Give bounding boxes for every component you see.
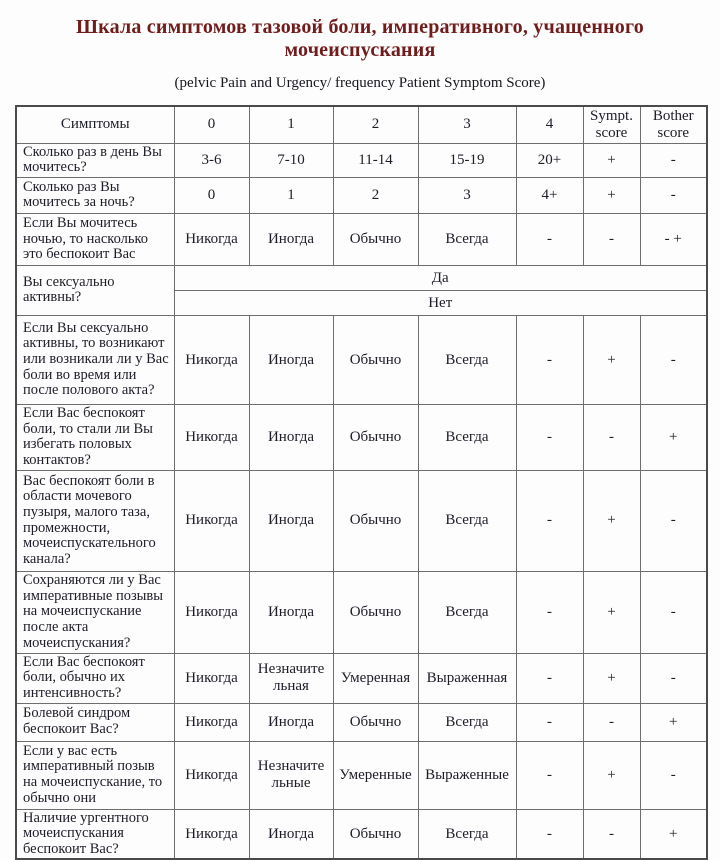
option-cell: Незначите льная xyxy=(249,653,333,703)
header-score-1: 1 xyxy=(249,106,333,143)
bother-score-cell: + xyxy=(640,809,707,859)
option-cell: Всегда xyxy=(418,213,516,265)
option-cell: Никогда xyxy=(174,653,249,703)
option-cell: Обычно xyxy=(333,703,418,741)
sympt-score-cell: - xyxy=(583,703,640,741)
option-cell: Всегда xyxy=(418,809,516,859)
table-row xyxy=(16,653,707,703)
option-cell: Умеренная xyxy=(333,653,418,703)
symptom-score-table xyxy=(15,105,708,860)
question-cell: Болевой синдром беспокоит Вас? xyxy=(16,703,174,741)
header-score-4: 4 xyxy=(516,106,583,143)
question-cell: Если у вас есть императивный позыв на мочеиспускание, то обычно они xyxy=(16,741,174,809)
header-symptoms: Симптомы xyxy=(16,106,174,143)
option-cell: 0 xyxy=(174,177,249,213)
option-cell: 20+ xyxy=(516,143,583,177)
option-cell: Всегда xyxy=(418,315,516,404)
option-cell: Всегда xyxy=(418,703,516,741)
bother-score-cell: - xyxy=(640,741,707,809)
header-score-3: 3 xyxy=(418,106,516,143)
sympt-score-cell: + xyxy=(583,653,640,703)
option-cell: Всегда xyxy=(418,470,516,571)
yes-cell: Да xyxy=(174,265,707,290)
option-cell: - xyxy=(516,809,583,859)
header-score-0: 0 xyxy=(174,106,249,143)
option-cell: Обычно xyxy=(333,809,418,859)
option-cell: Всегда xyxy=(418,571,516,653)
option-cell: - xyxy=(516,571,583,653)
table-row xyxy=(16,143,707,177)
option-cell: Иногда xyxy=(249,470,333,571)
option-cell: Иногда xyxy=(249,571,333,653)
option-cell: Никогда xyxy=(174,404,249,470)
option-cell: Никогда xyxy=(174,470,249,571)
option-cell: - xyxy=(516,653,583,703)
option-cell: Обычно xyxy=(333,315,418,404)
option-cell: Никогда xyxy=(174,741,249,809)
sympt-score-cell: + xyxy=(583,741,640,809)
option-cell: - xyxy=(516,315,583,404)
option-cell: - xyxy=(516,703,583,741)
sympt-score-cell: + xyxy=(583,315,640,404)
table-row xyxy=(16,315,707,404)
table-row xyxy=(16,404,707,470)
option-cell: Никогда xyxy=(174,571,249,653)
option-cell: Выраженная xyxy=(418,653,516,703)
bother-score-cell: - + xyxy=(640,213,707,265)
option-cell: 3-6 xyxy=(174,143,249,177)
sympt-score-cell: + xyxy=(583,143,640,177)
bother-score-cell: - xyxy=(640,470,707,571)
option-cell: 11-14 xyxy=(333,143,418,177)
document-page xyxy=(0,16,720,857)
option-cell: - xyxy=(516,741,583,809)
option-cell: Иногда xyxy=(249,809,333,859)
no-cell: Нет xyxy=(174,290,707,315)
page-subtitle: (pelvic Pain and Urgency/ frequency Patient Symptom Score) xyxy=(174,75,546,91)
bother-score-cell: - xyxy=(640,571,707,653)
table-row-sexually-active xyxy=(16,265,707,290)
question-cell: Если Вас беспокоят боли, то стали ли Вы избегать половых контактов? xyxy=(16,404,174,470)
sympt-score-cell: - xyxy=(583,404,640,470)
option-cell: Обычно xyxy=(333,470,418,571)
table-row xyxy=(16,213,707,265)
page-title: Шкала симптомов тазовой боли, императивного, учащенного мочеиспускания xyxy=(76,16,644,61)
bother-score-cell: + xyxy=(640,404,707,470)
option-cell: 3 xyxy=(418,177,516,213)
option-cell: Выраженные xyxy=(418,741,516,809)
option-cell: Никогда xyxy=(174,809,249,859)
question-cell: Вас беспокоят боли в области мочевого пузыря, малого таза, промежности, мочеиспускательного канала? xyxy=(16,470,174,571)
option-cell: Никогда xyxy=(174,703,249,741)
option-cell: Иногда xyxy=(249,213,333,265)
table-row xyxy=(16,809,707,859)
option-cell: 4+ xyxy=(516,177,583,213)
question-cell: Сколько раз Вы мочитесь за ночь? xyxy=(16,177,174,213)
header-bother-score: Bother score xyxy=(640,106,707,143)
option-cell: Иногда xyxy=(249,703,333,741)
question-cell: Сохраняются ли у Вас императивные позывы на мочеиспускание после акта мочеиспускания? xyxy=(16,571,174,653)
table-header-row xyxy=(16,106,707,143)
question-cell: Наличие ургентного мочеиспускания беспокоит Вас? xyxy=(16,809,174,859)
bother-score-cell: - xyxy=(640,653,707,703)
sympt-score-cell: + xyxy=(583,177,640,213)
sympt-score-cell: - xyxy=(583,809,640,859)
option-cell: - xyxy=(516,213,583,265)
option-cell: Обычно xyxy=(333,571,418,653)
bother-score-cell: + xyxy=(640,703,707,741)
option-cell: - xyxy=(516,404,583,470)
option-cell: 2 xyxy=(333,177,418,213)
bother-score-cell: - xyxy=(640,177,707,213)
header-score-2: 2 xyxy=(333,106,418,143)
question-cell: Вы сексуально активны? xyxy=(16,265,174,315)
option-cell: - xyxy=(516,470,583,571)
option-cell: 15-19 xyxy=(418,143,516,177)
header-sympt-score: Sympt. score xyxy=(583,106,640,143)
table-row xyxy=(16,741,707,809)
option-cell: Иногда xyxy=(249,315,333,404)
question-cell: Если Вы мочитесь ночью, то насколько это беспокоит Вас xyxy=(16,213,174,265)
option-cell: Никогда xyxy=(174,315,249,404)
option-cell: Обычно xyxy=(333,213,418,265)
table-row xyxy=(16,703,707,741)
bother-score-cell: - xyxy=(640,143,707,177)
option-cell: 1 xyxy=(249,177,333,213)
sympt-score-cell: - xyxy=(583,213,640,265)
option-cell: Иногда xyxy=(249,404,333,470)
option-cell: Незначите льные xyxy=(249,741,333,809)
question-cell: Если Вы сексуально активны, то возникают или возникали ли у Вас боли во время или после полового акта? xyxy=(16,315,174,404)
option-cell: Умеренные xyxy=(333,741,418,809)
option-cell: Никогда xyxy=(174,213,249,265)
table-row xyxy=(16,470,707,571)
table-row xyxy=(16,571,707,653)
option-cell: 7-10 xyxy=(249,143,333,177)
question-cell: Сколько раз в день Вы мочитесь? xyxy=(16,143,174,177)
bother-score-cell: - xyxy=(640,315,707,404)
table-row xyxy=(16,177,707,213)
sympt-score-cell: + xyxy=(583,470,640,571)
sympt-score-cell: + xyxy=(583,571,640,653)
option-cell: Обычно xyxy=(333,404,418,470)
option-cell: Всегда xyxy=(418,404,516,470)
question-cell: Если Вас беспокоят боли, обычно их интенсивность? xyxy=(16,653,174,703)
